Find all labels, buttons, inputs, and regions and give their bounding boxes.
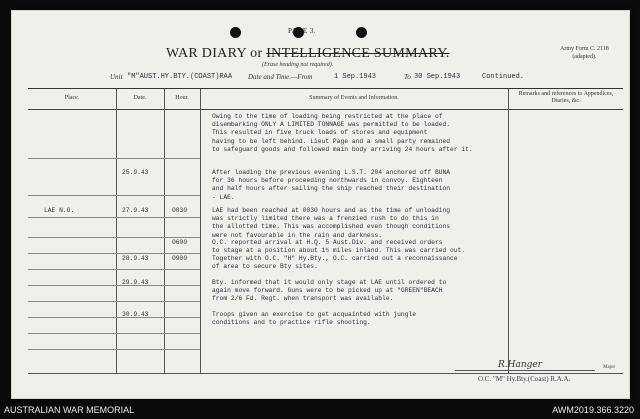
entry-hour: 0030 — [172, 207, 188, 214]
row-divider — [28, 195, 200, 196]
entry-text: Bty. informed that it would only stage at LAE until ordered to again move forward. Guns were to be picked up at "GREEN"BEACH from 2/6 Fd. Regt. when transport was available. — [212, 279, 447, 303]
punch-hole — [230, 27, 241, 38]
row-divider — [28, 285, 200, 286]
column-divider — [200, 89, 201, 373]
col-header-remarks: Remarks and references to Appendices, Diaries, &c. — [518, 91, 614, 104]
punch-hole — [356, 27, 367, 38]
column-divider — [164, 89, 165, 373]
date-range-label: Date and Time.—From — [248, 73, 313, 81]
entry-date: 27.9.43 — [122, 207, 149, 214]
entry-date: 29.9.43 — [122, 279, 149, 286]
entry-date: 28.9.43 — [122, 255, 149, 262]
column-divider — [508, 89, 509, 373]
row-divider — [28, 217, 200, 218]
entry-hour: 0900 — [172, 255, 188, 262]
column-divider — [116, 89, 117, 373]
title-note: (Erase heading not required). — [262, 62, 334, 68]
signatory-unit: O.C. "M" Hy.Bty.(Coast) R.A.A. — [478, 375, 571, 383]
entry-hour: 0600 — [172, 239, 188, 246]
entry-text: Troops given an exercise to get acquainted with jungle conditions and to practice rifle shooting. — [212, 311, 417, 327]
header-divider — [28, 109, 623, 110]
row-divider — [28, 349, 200, 350]
entry-text: O.C. reported arrival at H.Q. 5 Aust.Div. and received orders to stage at a position about 1½ miles inland. This was carried out. — [212, 239, 466, 255]
row-divider — [28, 158, 200, 159]
row-divider — [28, 317, 200, 318]
date-to-label: To — [404, 73, 411, 81]
row-divider — [28, 269, 200, 270]
col-header-hour: Hour. — [175, 95, 189, 101]
diary-table — [28, 88, 623, 374]
entry-date: 25.9.43 — [122, 169, 149, 176]
col-header-summary: Summary of Events and Information. — [309, 95, 399, 101]
unit-value: "M"AUST.HY.BTY.(COAST)RAA — [127, 73, 233, 81]
entry-text: Owing to the time of loading being restricted at the place of disembarking ONLY A LIMITED TONNAGE was permitted to be loaded. This resulted in five truck loads of stores and equipment having to be left behind. Lieut Page and a small party remained to safeguard goods and followed main body arriving 24 hours after it. — [212, 113, 473, 153]
signature: R.Hanger — [498, 360, 543, 370]
date-from: 1 Sep.1943 — [334, 73, 377, 81]
entry-text: After loading the previous evening L.S.T. 204 anchored off BUNA for 36 hours before proceeding northwards in convoy. Eighteen and half hours after sailing the ship reached their destination - LAE. — [212, 169, 451, 201]
col-header-place: Place. — [64, 95, 80, 101]
title-struck: INTELLIGENCE SUMMARY. — [266, 46, 450, 61]
row-divider — [28, 333, 200, 334]
page-title — [166, 46, 450, 62]
col-header-date: Date. — [133, 95, 147, 101]
date-to: 30 Sep.1943 — [414, 73, 461, 81]
row-divider — [28, 237, 200, 238]
unit-label: Unit — [110, 73, 123, 81]
title-main: WAR DIARY or — [166, 46, 267, 61]
entry-date: 30.9.43 — [122, 311, 149, 318]
row-divider — [28, 301, 200, 302]
archive-credit: AUSTRALIAN WAR MEMORIAL — [4, 405, 135, 415]
page-number: PAGE 3. — [288, 27, 317, 35]
form-note: (adapted). — [572, 54, 597, 60]
rank-label: Major — [603, 365, 616, 370]
entry-place: LAE N.G. — [44, 207, 75, 214]
continued-note: Continued. — [482, 73, 525, 81]
entry-text: Together with O.C. "H" Hy.Bty., O.C. carried out a reconnaissance of area to secure Bty sites. — [212, 255, 458, 271]
entry-text: LAE had been reached at 0030 hours and as the time of unloading was strictly limited there was a frenzied rush to do this in the allotted time. This was accomplished even though conditions were not favourable in the rain and darkness. — [212, 207, 451, 239]
archive-id: AWM2019.366.3220 — [552, 405, 634, 415]
form-reference — [560, 45, 609, 61]
signature-line — [455, 370, 595, 371]
form-number: Army Form C. 2118 — [560, 46, 609, 52]
row-divider — [28, 253, 200, 254]
